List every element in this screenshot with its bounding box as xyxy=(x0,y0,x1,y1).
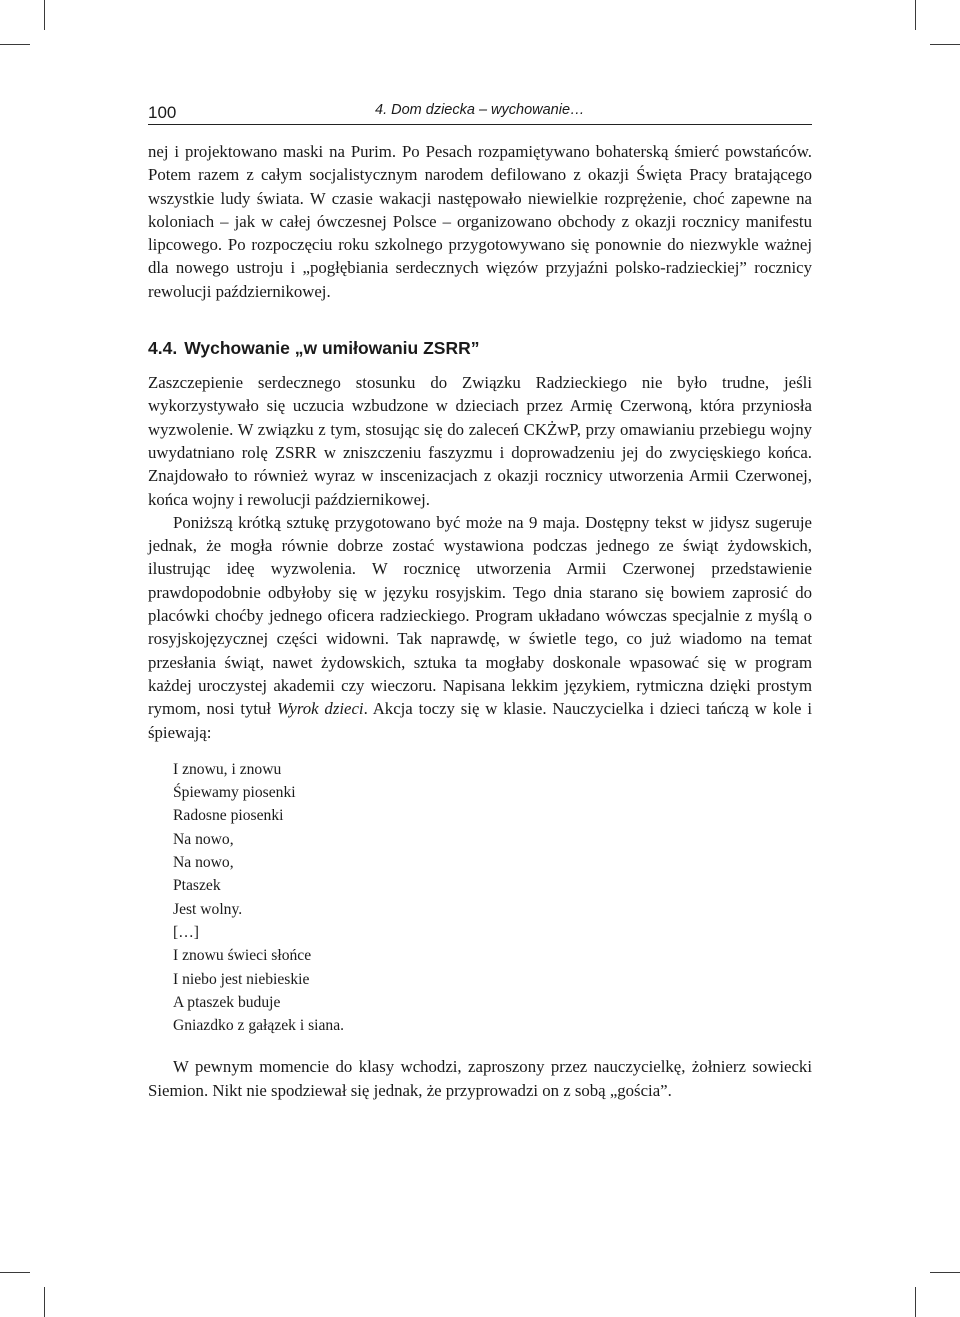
poem xyxy=(173,758,812,1038)
running-title: 4. Dom dziecka – wychowanie… xyxy=(375,102,585,118)
poem-line: A ptaszek buduje xyxy=(173,993,281,1011)
section-title: Wychowanie „w umiłowaniu ZSRR” xyxy=(184,338,480,359)
poem-line: I znowu, i znowu xyxy=(173,760,282,778)
paragraph: Zaszczepienie serdecznego stosunku do Związku Radzieckiego nie było trudne, jeśli wykorzystywało się uczucia wzbudzone w dzieciach przez Armię Czerwoną, która przyniosła wyzwolenie. W związku z tym, stosując się do zaleceń CKŻwP, przy omawianiu przebiegu wojny uwydatniano rolę ZSRR w zniszczeniu faszyzmu i doprowadzeniu jej do zwycięskiego końca. Znajdowało to również wyraz w inscenizacjach z okazji rocznicy utworzenia Armii Czerwonej, końca wojny i rewolucji październikowej. xyxy=(148,373,812,509)
crop-mark xyxy=(44,0,45,30)
poem-line: Na nowo, xyxy=(173,854,234,872)
section-number: 4.4. xyxy=(148,338,178,359)
paragraph xyxy=(148,511,812,744)
poem-line: Gniazdko z gałązek i siana. xyxy=(173,1017,345,1035)
poem-line: […] xyxy=(173,923,199,941)
section-heading xyxy=(148,337,812,359)
poem-line: Ptaszek xyxy=(173,877,221,895)
paragraph: W pewnym momencie do klasy wchodzi, zaproszony przez nauczycielkę, żołnierz sowiecki Siemion. Nikt nie spodziewał się jednak, że przyprowadzi on z sobą „gościa”. xyxy=(148,1057,812,1100)
crop-mark xyxy=(915,1287,916,1317)
paragraph-text: Poniższą krótką sztukę przygotowano być może na 9 maja. Dostępny tekst w jidysz sugeruje jednak, że mogła równie dobrze zostać wystawiona podczas jednego ze świąt żydowskich, ilustrując ideę wyzwolenia. W rocznicę utworzenia Armii Czerwonej przedstawienie prawdopodobnie odbyłoby się w języku rosyjskim. Tego dnia starano się bowiem zaprosić do placówki choćby jednego oficera radzieckiego. Program układano wówczas specjalnie z myślą o rosyjskojęzycznej części widowni. Tak naprawdę, w świetle tego, co już wiadomo na temat przesłania świąt, nawet żydowskich, sztuka ta mogłaby doskonale wpasować się w program każdej uroczystej akademii czy wieczoru. Napisana lekkim językiem, rytmiczna dzięki prostym rymom, nosi tytuł xyxy=(148,512,812,719)
poem-line: Na nowo, xyxy=(173,830,234,848)
poem-line: I znowu świeci słońce xyxy=(173,947,312,965)
page-body xyxy=(148,140,812,1102)
paragraph: nej i projektowano maski na Purim. Po Pesach rozpamiętywano bohaterską śmierć powstańców. Potem razem z całym socjalistycznym narodem defilowano z okazji Święta Pracy bratającego wszystkie ludy świata. W czasie wakacji następowało niewielkie rozprężenie, choć zapewne na koloniach – jak w całej ówczesnej Polsce – organizowano obchody z okazji rocznicy manifestu lipcowego. Po rozpoczęciu roku szkolnego przygotowywano się ponownie do niezwykle ważnej dla nowego ustroju i „pogłębiania serdecznych więzów przyjaźni polsko-radzieckiej” rocznicy rewolucji październikowej. xyxy=(148,142,812,301)
poem-line: Radosne piosenki xyxy=(173,807,284,825)
play-title: Wyrok dzieci xyxy=(276,699,364,719)
poem-line: Jest wolny. xyxy=(173,900,243,918)
page-number: 100 xyxy=(148,103,177,122)
page-header xyxy=(148,100,812,125)
crop-mark xyxy=(930,44,960,45)
crop-mark xyxy=(44,1287,45,1317)
crop-mark xyxy=(0,44,30,45)
paragraph-text: . Akcja toczy się w klasie. Nauczycielka i dzieci tańczą w kole i śpiewają: xyxy=(148,699,812,742)
crop-mark xyxy=(930,1272,960,1273)
crop-mark xyxy=(0,1272,30,1273)
poem-line: I niebo jest niebieskie xyxy=(173,970,310,988)
crop-mark xyxy=(915,0,916,30)
poem-line: Śpiewamy piosenki xyxy=(173,784,296,802)
